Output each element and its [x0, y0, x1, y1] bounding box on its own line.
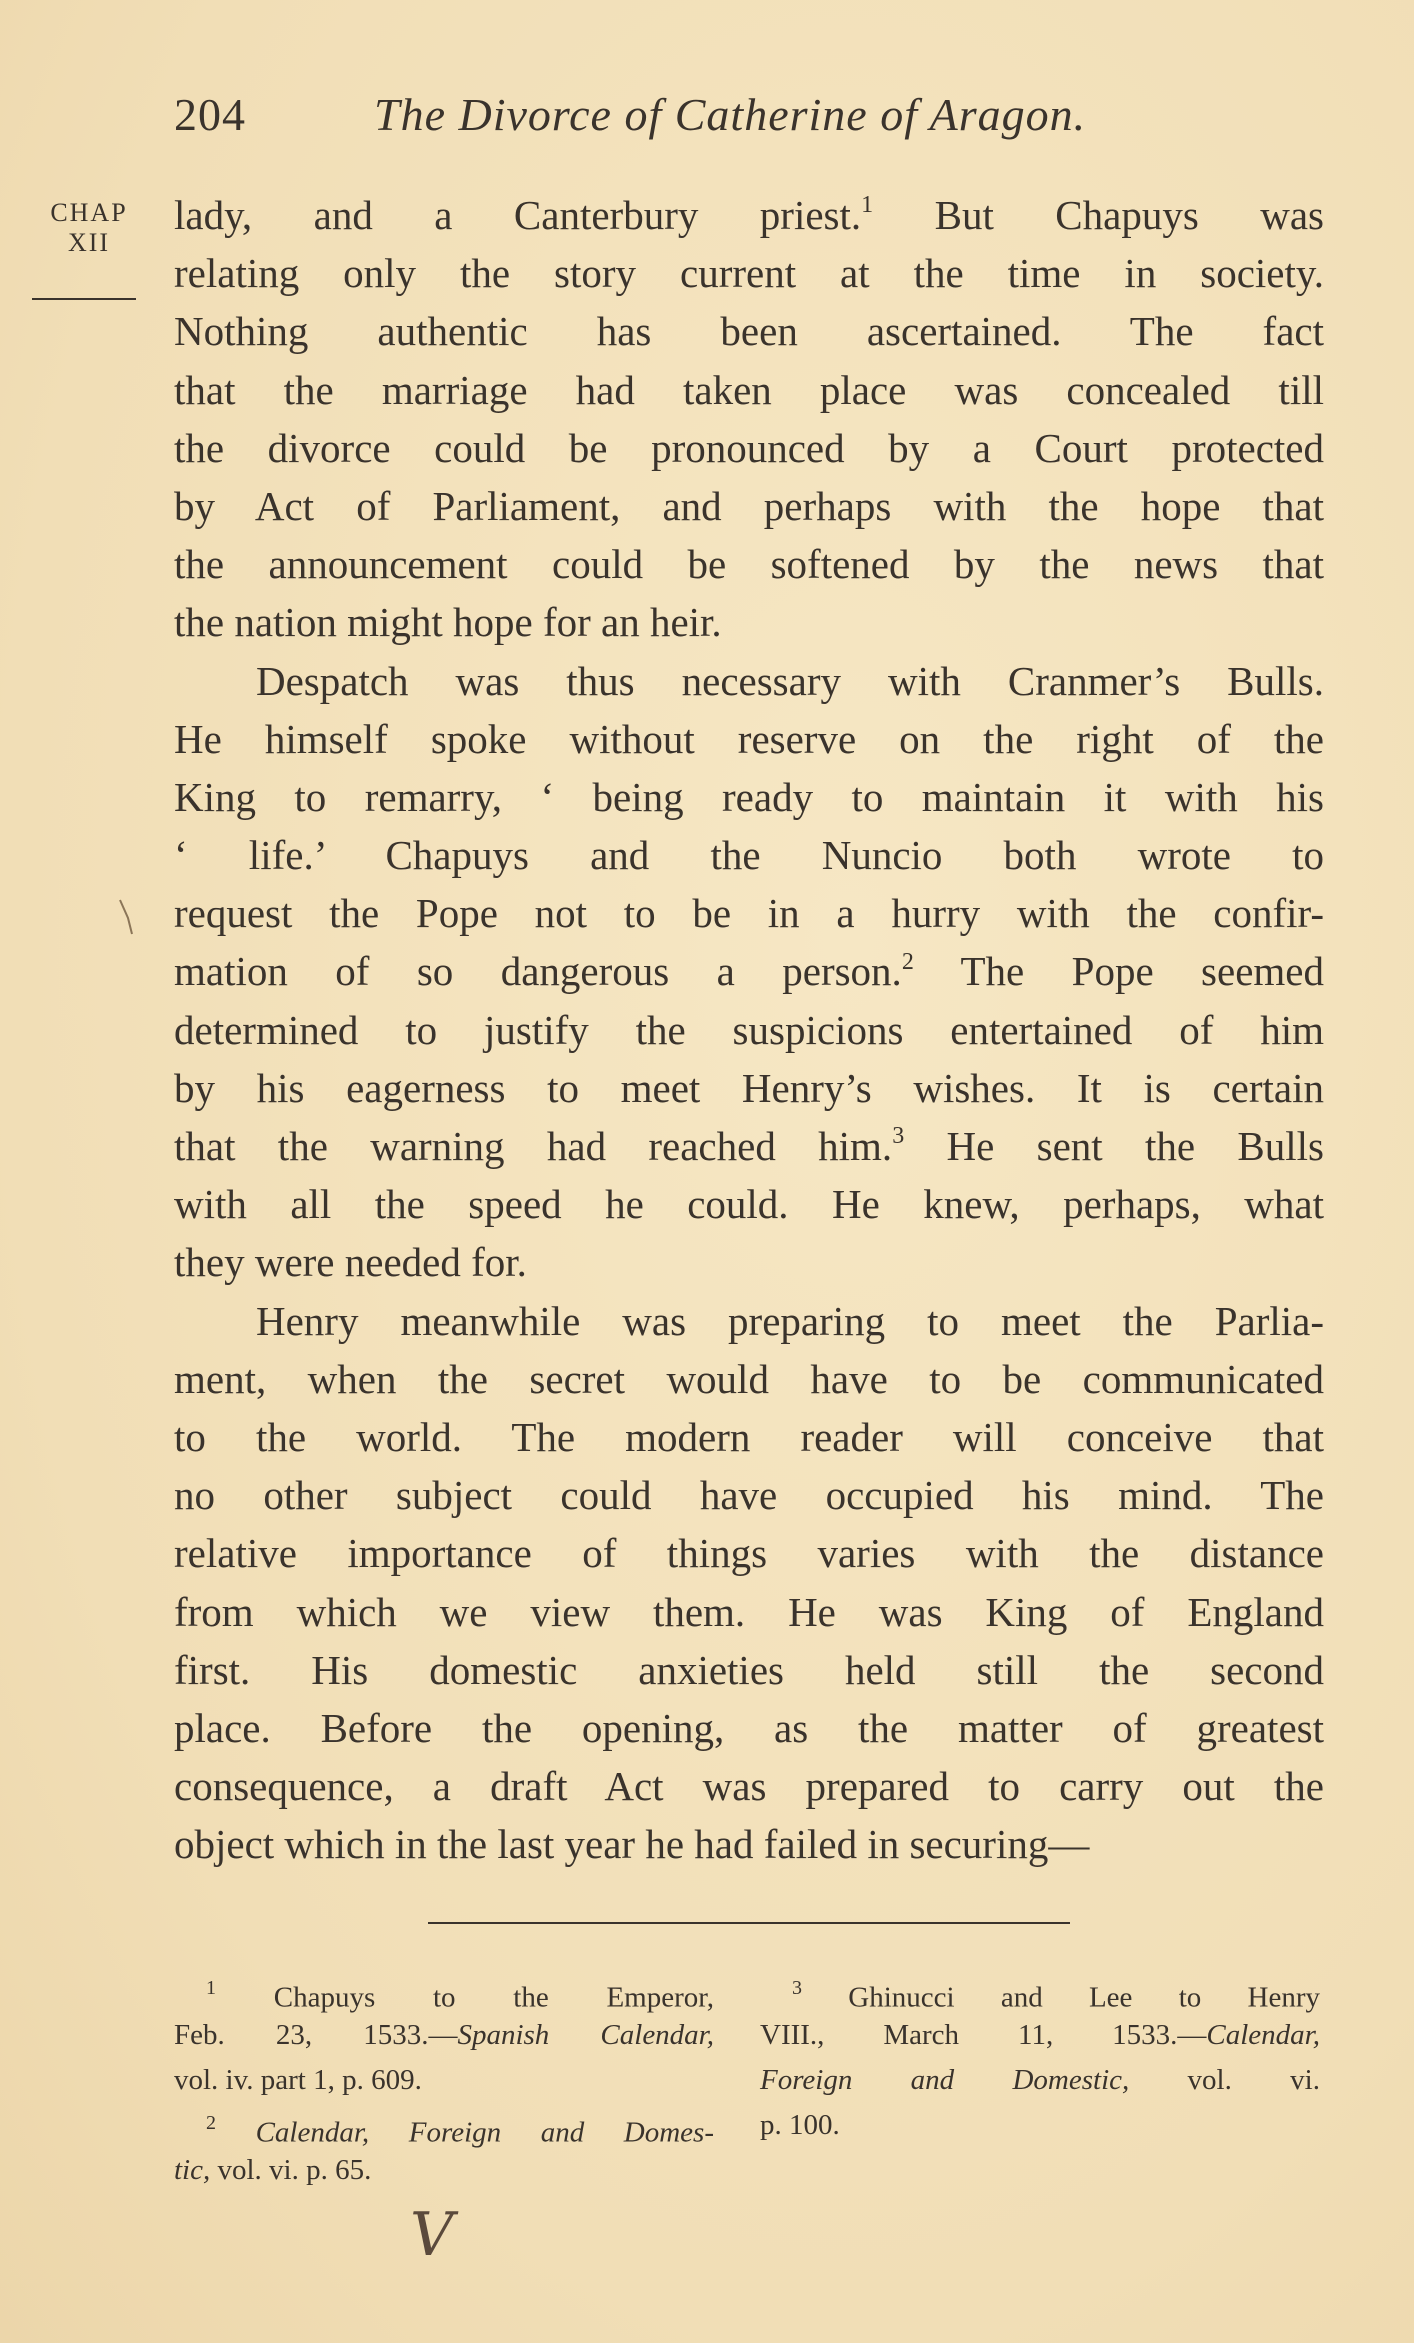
running-header — [174, 88, 1174, 148]
body-line: Henry meanwhile was preparing to meet the Parlia- — [256, 1297, 1324, 1344]
footnote-2: $^2$ Calendar, Foreign and Domes- — [206, 2112, 714, 2149]
body-line: place. Before the opening, as the matter of greatest — [174, 1704, 1324, 1751]
body-line: King to remarry, ‘ being ready to maintain it with his — [174, 773, 1324, 820]
footnote-3-line-3: Foreign and Domestic, vol. vi. — [760, 2064, 1320, 2096]
footnote-ref: 3 — [892, 1123, 905, 1150]
body-line: He himself spoke without reserve on the right of the — [174, 715, 1324, 762]
footnote-1: $^1$ Chapuys to the Emperor, — [206, 1977, 714, 2014]
body-line: by Act of Parliament, and perhaps with the hope that — [174, 482, 1324, 529]
body-line: lady, and a Canterbury priest.$^1$ But Chapuys was — [174, 192, 1325, 238]
footnote-1-line-2: Feb. 23, 1533.—Spanish Calendar, — [174, 2019, 715, 2051]
body-line: with all the speed he could. He knew, perhaps, what — [174, 1181, 1324, 1228]
footnote-3: $^3$ Ghinucci and Lee to Henry — [792, 1977, 1320, 2014]
body-line: by his eagerness to meet Henry’s wishes. It is certain — [174, 1064, 1324, 1111]
chapter-rule — [32, 298, 136, 300]
body-line: first. His domestic anxieties held still the second — [174, 1646, 1324, 1693]
body-line: Nothing authentic has been ascertained. The fact — [174, 308, 1324, 355]
body-text — [174, 186, 1324, 1873]
body-line: no other subject could have occupied his mind. The — [174, 1472, 1324, 1519]
footnote-rule — [428, 1922, 1070, 1924]
footnote-3-line-2: VIII., March 11, 1533.—Calendar, — [760, 2019, 1320, 2051]
body-line: determined to justify the suspicions entertained of him — [174, 1006, 1324, 1053]
body-line: consequence, a draft Act was prepared to carry out the — [174, 1763, 1324, 1810]
body-line: ‘ life.’ Chapuys and the Nuncio both wrote to — [174, 832, 1324, 879]
footnotes-left-column — [174, 1968, 714, 2193]
body-line: mation of so dangerous a person.$^2$ The Pope seemed — [174, 948, 1324, 995]
body-line: they were needed for. — [174, 1239, 527, 1286]
body-line: relating only the story current at the time in society. — [174, 250, 1324, 297]
body-line: the nation might hope for an heir. — [174, 599, 722, 646]
body-line: ment, when the secret would have to be communicated — [174, 1355, 1324, 1402]
signature-mark: V — [403, 2200, 460, 2270]
body-line: from which we view them. He was King of England — [174, 1588, 1324, 1635]
chapter-marginal-label — [34, 198, 144, 258]
body-line: that the warning had reached him.$^3$ He sent the Bulls — [174, 1123, 1324, 1169]
body-line: the divorce could be pronounced by a Court protected — [174, 424, 1324, 471]
body-line: to the world. The modern reader will conceive that — [174, 1413, 1324, 1460]
footnote-2-line-2: tic, vol. vi. p. 65. — [174, 2154, 372, 2186]
body-line: object which in the last year he had failed in securing— — [174, 1821, 1090, 1868]
chapter-label: CHAP — [50, 198, 128, 227]
page-number: 204 — [174, 89, 246, 140]
running-title: The Divorce of Catherine of Aragon. — [374, 89, 1087, 140]
footnote-ref: 1 — [861, 192, 874, 219]
body-line: Despatch was thus necessary with Cranmer’s Bulls. — [256, 657, 1324, 704]
pencil-mark — [118, 898, 138, 938]
body-line: that the marriage had taken place was concealed till — [174, 366, 1324, 413]
chapter-number: XII — [67, 228, 111, 257]
footnote-ref: 2 — [901, 948, 914, 975]
body-line: request the Pope not to be in a hurry with the confir- — [174, 890, 1324, 937]
footnote-3-line-4: p. 100. — [760, 2109, 840, 2141]
footnote-1-line-3: vol. iv. part 1, p. 609. — [174, 2064, 422, 2096]
body-line: the announcement could be softened by the news that — [174, 541, 1324, 588]
body-line: relative importance of things varies with the distance — [174, 1530, 1324, 1577]
footnotes-right-column — [760, 1968, 1320, 2148]
